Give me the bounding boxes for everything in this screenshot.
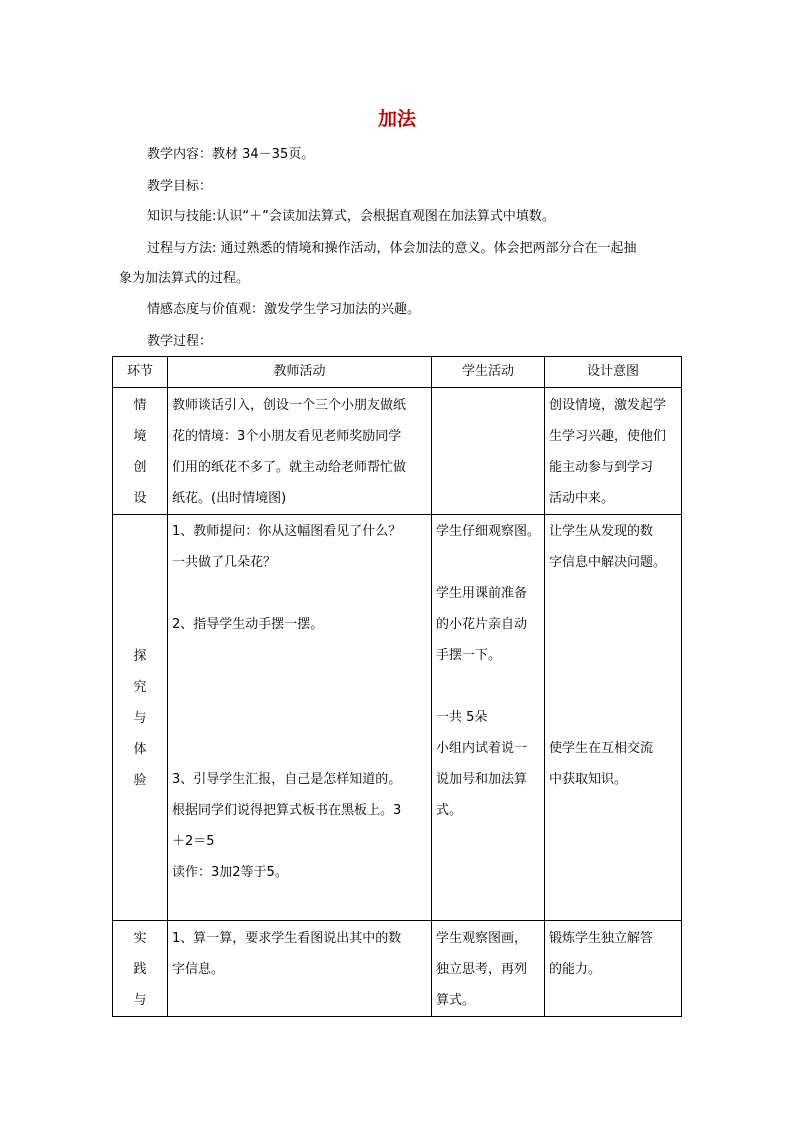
text-line: 一共做了几朵花？ [172, 555, 277, 570]
text-line: 说加号和加法算 [436, 772, 528, 787]
stage-char: 体 [133, 742, 147, 757]
text-line: 让学生从发现的数 [549, 524, 654, 539]
text-line: 式。 [436, 803, 463, 818]
text-line: 字信息中解决问题。 [549, 555, 667, 570]
text-line: 2、指导学生动手摆一摆。 [172, 617, 324, 632]
text-line: 锻炼学生独立解答 [549, 931, 654, 946]
text-line: 教师谈话引入，创设一个三个小朋友做纸 [172, 398, 407, 413]
text-line: 独立思考，再列 [436, 962, 528, 977]
text-line: 们用的纸花不多了。就主动给老师帮忙做 [172, 460, 407, 475]
text-line: 纸花。(出时情境图) [172, 491, 287, 506]
text-line: 小组内试着说一 [436, 741, 528, 756]
text-line: 的能力。 [549, 962, 602, 977]
stage-char: 与 [133, 993, 147, 1008]
stage-char: 验 [133, 773, 147, 788]
goal-knowledge-skills: 知识与技能:认识“＋”会读加法算式，会根据直观图在加法算式中填数。 [147, 209, 555, 224]
table-row [113, 921, 682, 1017]
stage-cell-explore [113, 515, 168, 921]
text-line: 中获取知识。 [549, 772, 628, 787]
goal-process-methods-line1: 过程与方法: 通过熟悉的情境和操作活动，体会加法的意义。体会把两部分合在一起抽 [147, 241, 637, 256]
stage-char: 情 [133, 398, 147, 413]
text-line: 学生观察图画， [436, 931, 528, 946]
lesson-plan-table [112, 356, 682, 1017]
stage-char: 实 [133, 931, 147, 946]
stage-char: 创 [133, 460, 147, 475]
design-intent-cell [545, 388, 682, 515]
stage-char: 境 [133, 429, 147, 444]
text-line: 1、教师提问：你从这幅图看见了什么？ [172, 524, 402, 539]
text-line: 手摆一下。 [436, 648, 502, 663]
text-line: 字信息。 [172, 962, 225, 977]
table-row [113, 388, 682, 515]
text-line: 的小花片亲自动 [436, 617, 528, 632]
stage-char: 设 [133, 491, 147, 506]
text-line: ＋2＝5 [172, 834, 215, 849]
text-line: 1、算一算，要求学生看图说出其中的数 [172, 931, 402, 946]
student-activity-cell [432, 515, 545, 921]
table-row [113, 515, 682, 921]
stage-cell-practice [113, 921, 168, 1017]
header-student-activity: 学生活动 [432, 357, 545, 388]
design-intent-cell [545, 921, 682, 1017]
student-activity-cell [432, 388, 545, 515]
stage-char: 探 [133, 649, 147, 664]
stage-cell-scene [113, 388, 168, 515]
stage-char: 与 [133, 711, 147, 726]
student-activity-cell [432, 921, 545, 1017]
teaching-goal-heading: 教学目标： [147, 179, 213, 194]
text-line: 生学习兴趣，使他们 [549, 429, 667, 444]
text-line: 学生仔细观察图。 [436, 524, 541, 539]
header-design-intent: 设计意图 [545, 357, 682, 388]
header-stage: 环节 [113, 357, 168, 388]
text-line: 创设情境，激发起学 [549, 398, 667, 413]
goal-attitude-values: 情感态度与价值观：激发学生学习加法的兴趣。 [147, 302, 421, 317]
text-line: 算式。 [436, 993, 476, 1008]
text-line: 学生用课前准备 [436, 586, 528, 601]
header-teacher-activity: 教师活动 [168, 357, 432, 388]
teaching-process-heading: 教学过程： [147, 334, 213, 349]
design-intent-cell [545, 515, 682, 921]
text-line: 一共 5朵 [436, 710, 488, 725]
text-line: 根据同学们说得把算式板书在黑板上。3 [172, 803, 402, 818]
teaching-content: 教学内容：教材 34－35页。 [147, 147, 315, 162]
teacher-activity-cell [168, 388, 432, 515]
goal-process-methods-line2: 象为加法算式的过程。 [119, 271, 250, 286]
document-title: 加法 [377, 108, 416, 130]
stage-char: 究 [133, 680, 147, 695]
teacher-activity-cell [168, 515, 432, 921]
text-line: 3、引导学生汇报，自己是怎样知道的。 [172, 772, 402, 787]
text-line: 能主动参与到学习 [549, 460, 654, 475]
text-line: 花的情境：3个小朋友看见老师奖励同学 [172, 429, 402, 444]
table-header-row [113, 357, 682, 388]
text-line: 活动中来。 [549, 491, 615, 506]
teacher-activity-cell [168, 921, 432, 1017]
text-line: 读作：3加2等于5。 [172, 865, 288, 880]
text-line: 使学生在互相交流 [549, 741, 654, 756]
stage-char: 践 [133, 962, 147, 977]
